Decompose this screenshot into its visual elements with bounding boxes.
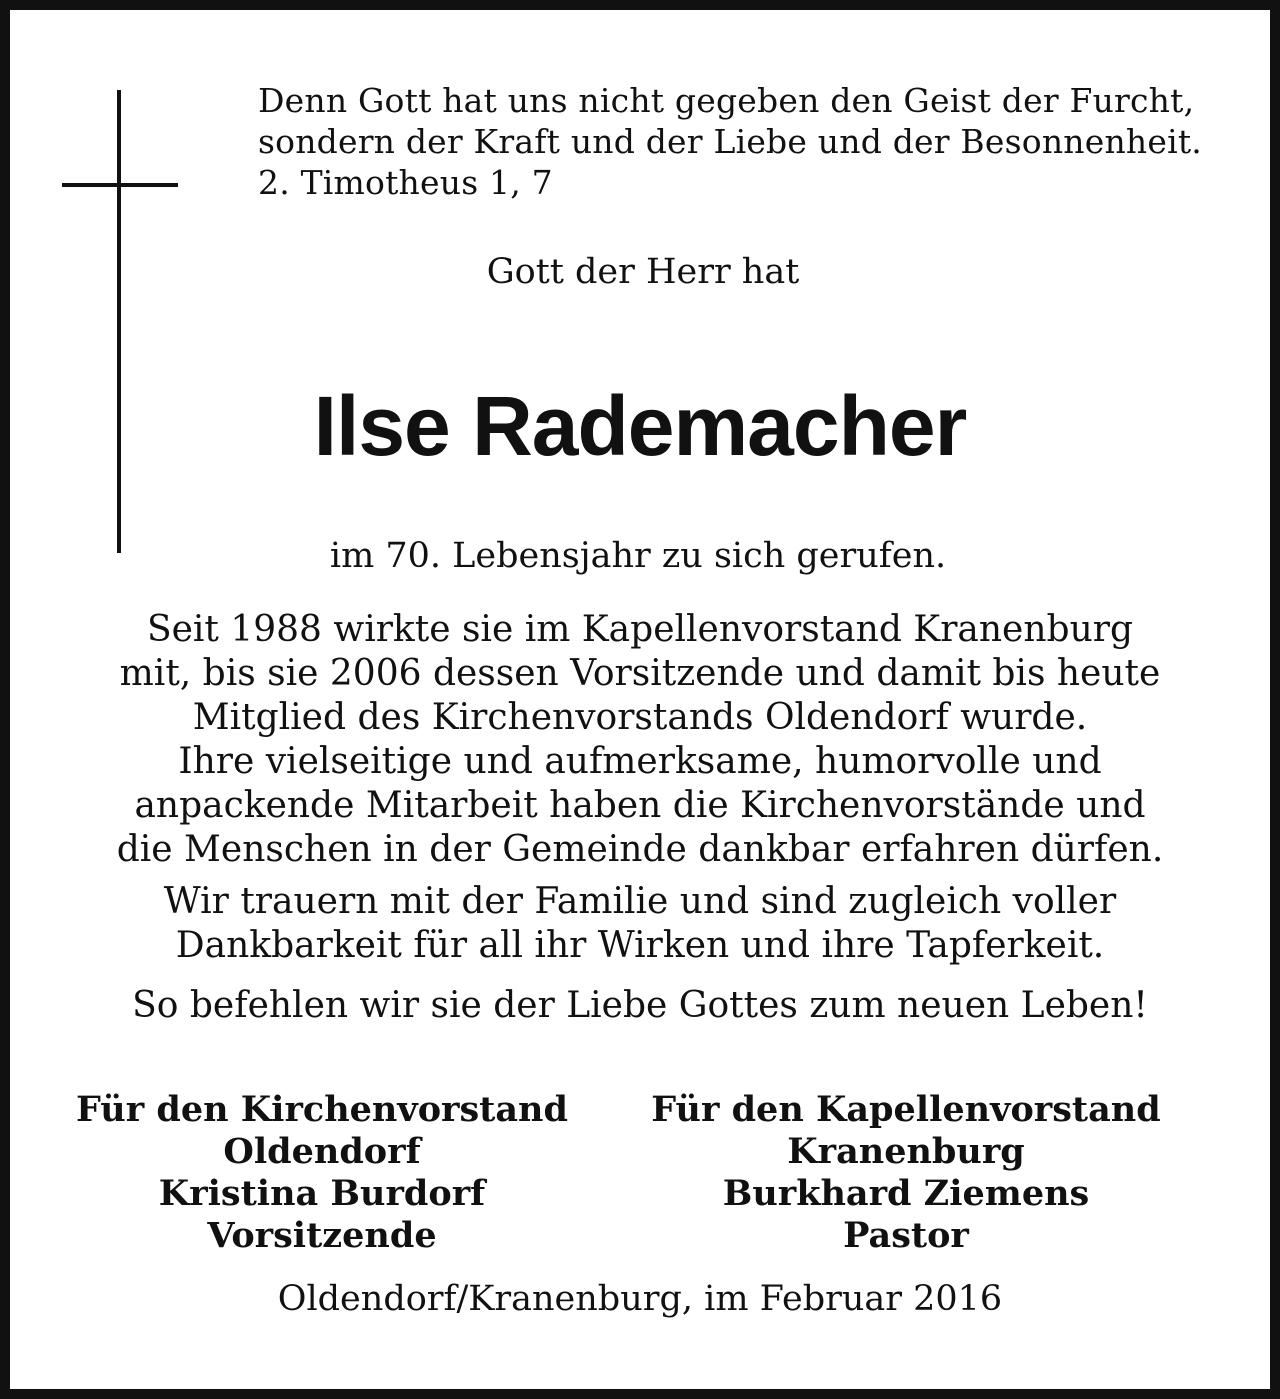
tribute-line: mit, bis sie 2006 dessen Vorsitzende und damit bis heute — [119, 653, 1161, 694]
signature-name: Burkhard Ziemens — [722, 1173, 1090, 1214]
tribute-line: Ihre vielseitige und aufmerksame, humorvolle und — [178, 741, 1102, 782]
tribute-line: die Menschen in der Gemeinde dankbar erfahren dürfen. — [116, 829, 1164, 870]
tribute-paragraph — [0, 608, 1280, 872]
called-text: im 70. Lebensjahr zu sich gerufen. — [329, 536, 947, 576]
signature-role: Pastor — [843, 1215, 969, 1256]
tribute-line: anpackende Mitarbeit haben die Kirchenvorstände und — [134, 785, 1146, 826]
mourning-paragraph — [0, 880, 1280, 968]
bible-verse — [258, 80, 1248, 203]
signature-location: Oldendorf — [223, 1131, 421, 1172]
signature-kapellenvorstand — [646, 1089, 1166, 1257]
cross-icon-horizontal-bar — [62, 183, 178, 187]
deceased-name: Ilse Rademacher — [313, 379, 967, 473]
verse-reference: 2. Timotheus 1, 7 — [258, 163, 553, 202]
place-and-date: Oldendorf/Kranenburg, im Februar 2016 — [277, 1279, 1003, 1319]
verse-line-1: Denn Gott hat uns nicht gegeben den Geist der Furcht, — [258, 81, 1195, 120]
verse-line-2: sondern der Kraft und der Liebe und der Besonnenheit. — [258, 122, 1202, 161]
signature-role: Vorsitzende — [207, 1215, 437, 1256]
blessing-line: So befehlen wir sie der Liebe Gottes zum neuen Leben! — [132, 985, 1148, 1026]
signature-organization: Für den Kirchenvorstand — [76, 1089, 568, 1130]
tribute-line: Mitglied des Kirchenvorstands Oldendorf wurde. — [192, 697, 1088, 738]
cross-icon-vertical-bar — [117, 90, 121, 553]
mourning-line: Dankbarkeit für all ihr Wirken und ihre Tapferkeit. — [175, 925, 1105, 966]
signature-location: Kranenburg — [787, 1131, 1025, 1172]
intro-text: Gott der Herr hat — [486, 252, 800, 292]
mourning-line: Wir trauern mit der Familie und sind zugleich voller — [163, 881, 1117, 922]
signature-organization: Für den Kapellenvorstand — [651, 1089, 1161, 1130]
signature-kirchenvorstand — [72, 1089, 572, 1257]
tribute-line: Seit 1988 wirkte sie im Kapellenvorstand Kranenburg — [146, 609, 1134, 650]
signature-name: Kristina Burdorf — [158, 1173, 486, 1214]
blessing-paragraph — [0, 984, 1280, 1028]
